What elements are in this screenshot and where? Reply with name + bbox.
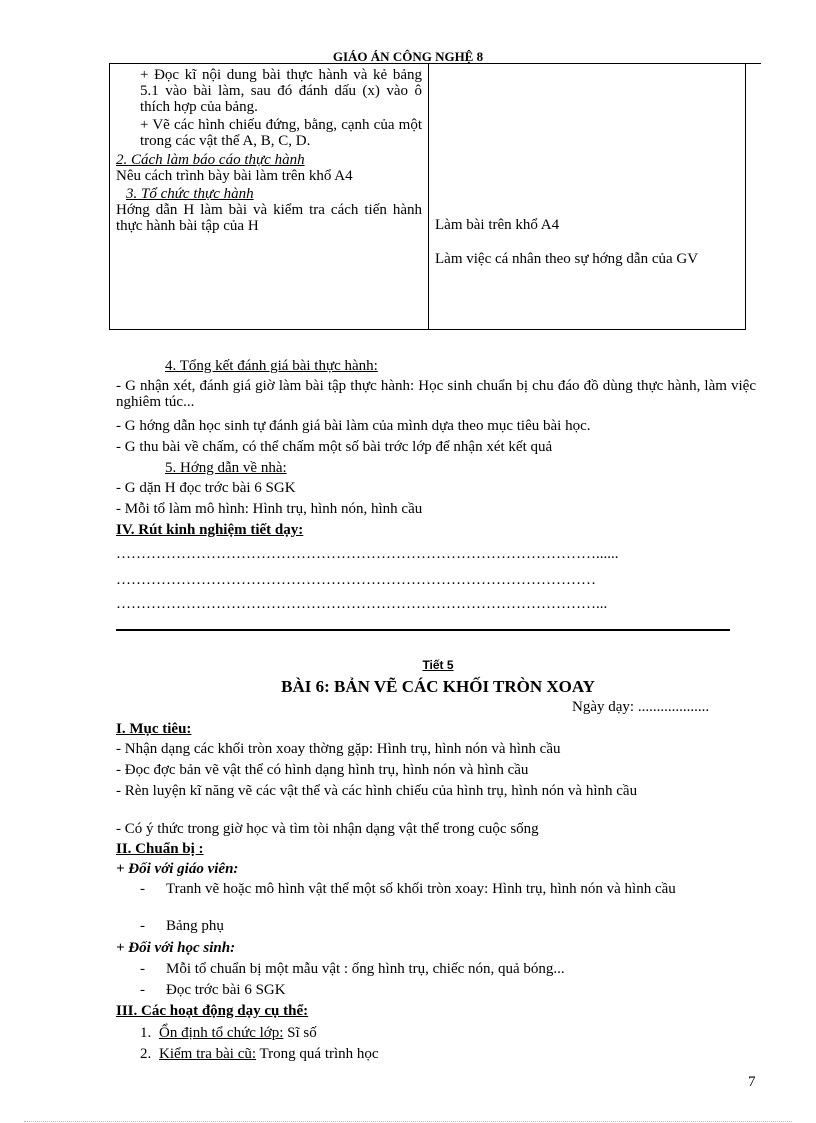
dotted-line: …………………………………………………………………………………… bbox=[116, 572, 596, 588]
table-cell-right bbox=[429, 64, 746, 330]
activity-item bbox=[140, 1025, 317, 1041]
page-footer-line bbox=[24, 1121, 792, 1122]
goal-item: - Rèn luyện kĩ năng vẽ các vật thể và các hình chiếu của hình trụ, hình nón và hình cầu bbox=[116, 783, 638, 799]
summary-title: 4. Tổng kết đánh giá bài thực hành: bbox=[165, 358, 378, 374]
homework-title: 5. Hớng dẫn về nhà: bbox=[165, 460, 287, 476]
homework-line: - Mỗi tổ làm mô hình: Hình trụ, hình nón, hình cầu bbox=[116, 501, 423, 517]
table-row bbox=[110, 64, 746, 330]
summary-line: - G hớng dẫn học sinh tự đánh giá bài làm của mình dựa theo mục tiêu bài học. bbox=[116, 418, 591, 434]
period-label: Tiết 5 bbox=[422, 658, 454, 672]
experience-title: IV. Rút kinh nghiệm tiết dạy: bbox=[116, 522, 304, 538]
student-item: Mỗi tổ chuẩn bị một mẫu vật : ống hình trụ, chiếc nón, quả bóng... bbox=[166, 961, 565, 977]
homework-line: - G dặn H đọc trớc bài 6 SGK bbox=[116, 480, 296, 496]
activity-text: Sĩ số bbox=[283, 1025, 317, 1041]
activities-title-text: III. Các hoạt động dạy cụ thể: bbox=[116, 1003, 309, 1019]
table-text: + Đọc kĩ nội dung bài thực hành và kẻ bảng 5.1 vào bài làm, sau đó đánh dấu (x) vào ô thích hợp của bảng. bbox=[140, 67, 422, 115]
goal-item: - Nhận dạng các khối tròn xoay thờng gặp: Hình trụ, hình nón và hình cầu bbox=[116, 741, 561, 757]
activity-text: Trong quá trình học bbox=[256, 1046, 379, 1062]
section-title: 2. Cách làm báo cáo thực hành bbox=[116, 152, 305, 168]
table-text: Làm bài trên khổ A4 bbox=[435, 217, 560, 233]
lesson-title: BÀI 6: BẢN VẼ CÁC KHỐI TRÒN XOAY bbox=[281, 677, 595, 696]
teacher-title: + Đối với giáo viên: bbox=[116, 861, 239, 877]
student-title: + Đối với học sinh: bbox=[116, 940, 236, 956]
activity-label: Ổn định tổ chức lớp: bbox=[159, 1025, 284, 1041]
bullet-dash: - bbox=[140, 881, 145, 897]
dotted-line: ……………………………………………………………………………………...... bbox=[116, 546, 619, 562]
date-label: Ngày dạy: ................... bbox=[572, 699, 710, 715]
activity-number: 1. bbox=[140, 1025, 152, 1041]
summary-line: - G nhận xét, đánh giá giờ làm bài tập thực hành: Học sinh chuẩn bị chu đáo đồ dùng thực hành, làm việc nghiêm túc... bbox=[116, 378, 756, 410]
table-text: + Vẽ các hình chiếu đứng, bằng, cạnh của một trong các vật thể A, B, C, D. bbox=[140, 117, 422, 149]
bullet-dash: - bbox=[140, 982, 145, 998]
teacher-item: Bảng phụ bbox=[166, 918, 224, 934]
student-item: Đọc trớc bài 6 SGK bbox=[166, 982, 286, 998]
activity-label: Kiểm tra bài cũ: bbox=[159, 1046, 257, 1062]
table-cell-left bbox=[110, 64, 429, 330]
activity-item bbox=[140, 1046, 379, 1062]
bullet-dash: - bbox=[140, 918, 145, 934]
section-divider bbox=[116, 629, 730, 631]
table-text: Làm việc cá nhân theo sự hớng dẫn của GV bbox=[435, 251, 699, 267]
goals-title: I. Mục tiêu: bbox=[116, 721, 192, 737]
goal-item: - Đọc đợc bản vẽ vật thể có hình dạng hình trụ, hình nón và hình cầu bbox=[116, 762, 529, 778]
bullet-dash: - bbox=[140, 961, 145, 977]
prep-title: II. Chuẩn bị : bbox=[116, 841, 204, 857]
table-text: Hớng dẫn H làm bài và kiểm tra cách tiến hành thực hành bài tập của H bbox=[116, 202, 422, 234]
activities-title bbox=[116, 1003, 308, 1019]
page-header-title: GIÁO ÁN CÔNG NGHỆ 8 bbox=[332, 49, 484, 64]
teacher-item: Tranh vẽ hoặc mô hình vật thể một số khối tròn xoay: Hình trụ, hình nón và hình cầu bbox=[166, 881, 676, 897]
table-text: Nêu cách trình bày bài làm trên khổ A4 bbox=[116, 168, 353, 184]
dotted-line: ……………………………………………………………………………………... bbox=[116, 596, 608, 612]
lesson-table bbox=[109, 63, 746, 330]
summary-line: - G thu bài về chấm, có thể chấm một số bài trớc lớp để nhận xét kết quả bbox=[116, 439, 553, 455]
page-number: 7 bbox=[748, 1074, 756, 1090]
activity-number: 2. bbox=[140, 1046, 152, 1062]
section-title: 3. Tổ chức thực hành bbox=[126, 186, 254, 202]
goal-item: - Có ý thức trong giờ học và tìm tòi nhận dạng vật thể trong cuộc sống bbox=[116, 821, 539, 837]
